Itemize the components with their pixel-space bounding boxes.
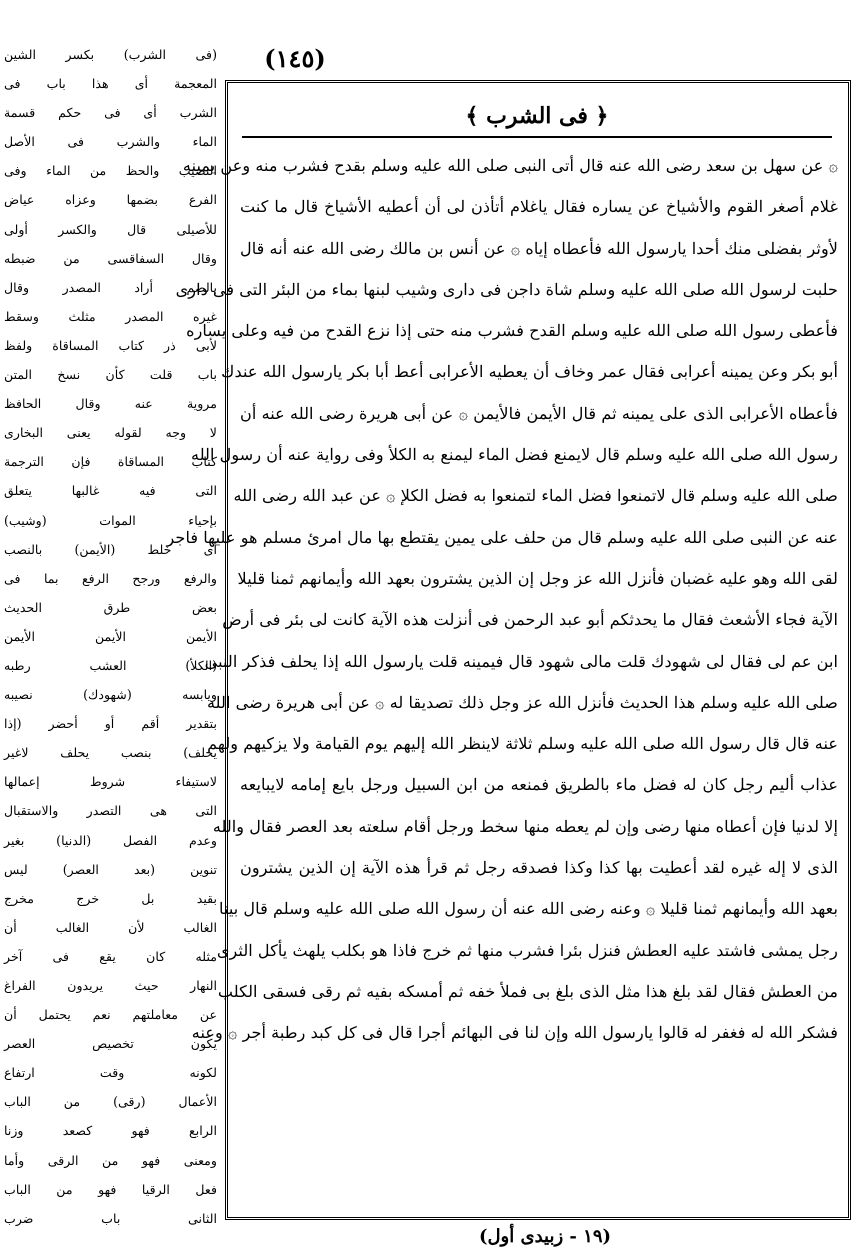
- margin-note-line: ويابسه (شهودك) نصيبه: [4, 687, 217, 703]
- margin-note-line: (فى الشرب) بكسر الشين: [4, 47, 217, 62]
- margin-note-line: وعدم الفصل (الدنيا) بغير: [4, 832, 217, 848]
- margin-note-line: الماء والشرب فى الأصل: [4, 134, 217, 150]
- main-text-line: الذى لا إله غيره لقد أعطيت بها كذا وكذا فصدقه رجل ثم قرأ هذه الآية إن الذين يشترون: [240, 858, 838, 878]
- main-text-line: إلا لدنيا فإن أعطاه منها رضى وإن لم يعطه منها سخط ورجل أقام سلعته بعد العصر فقال والله: [212, 816, 838, 836]
- main-text-line: فأعطى رسول الله صلى الله عليه وسلم القدح فشرب منه حتى إذا نزع القدح من فيه وعلى يساره: [186, 321, 838, 341]
- main-text-line: الآية فجاء الأشعث فقال ما يحدثكم أبو عبد الرحمن فى أنزلت هذه الآية كانت لى بئر فى أرض: [222, 610, 838, 630]
- main-text-line: من العطش فقال لقد بلغ هذا مثل الذى بلغ بى فملأ خفه ثم أمسكه بفيه ثم رقى فسقى الكلب: [217, 981, 838, 1001]
- main-text-line: صلى الله عليه وسلم قال لاتمنعوا فضل الماء لتمنعوا به فضل الكلإ ۞ عن عبد الله رضى الله: [233, 486, 838, 506]
- margin-note-line: لأبى ذر كتاب المساقاة ولفظ: [4, 337, 217, 353]
- margin-note-line: الفرع بضمها وعزاه عياض: [4, 192, 217, 208]
- margin-note-line: لا وجه لقوله يعنى البخارى: [4, 425, 217, 441]
- margin-note-line: الثانى باب ضرب: [4, 1210, 217, 1226]
- margin-note-line: مروية عنه وقال الحافظ: [4, 396, 217, 412]
- main-text-body: [166, 145, 838, 1210]
- margin-note-line: والرفع ورجح الرفع بما فى: [4, 570, 217, 586]
- margin-note-line: عن معاملتهم نعم يحتمل أن: [4, 1007, 217, 1023]
- main-text-line: عنه عن النبى صلى الله عليه وسلم قال من حلف على يمين يقتطع بها مال امرئ مسلم هو عليها فاجر: [166, 527, 838, 547]
- margin-note-line: الأعمال (رقى) من الباب: [4, 1094, 217, 1110]
- margin-note-line: بالضم أراد المصدر وقال: [4, 279, 217, 295]
- margin-note-line: أى خلط (الأيمن) بالنصب: [4, 541, 217, 557]
- footer-signature: (١٩ - زبيدى أول): [478, 1226, 612, 1247]
- main-text-line: عنه قال قال رسول الله صلى الله عليه وسلم ثلاثة لاينظر الله إليهم يوم القيامة ولا يزكيهم ولهم: [207, 734, 838, 754]
- margin-note-line: التى فيه غالبها يتعلق: [4, 483, 217, 499]
- page-number: (١٤٥): [264, 44, 326, 73]
- margin-note-line: لكونه وقت ارتفاع: [4, 1065, 217, 1081]
- margin-note-line: باب قلت كأن نسخ المتن: [4, 367, 217, 383]
- margin-note-line: فعل الرقيا فهو من الباب: [4, 1181, 217, 1197]
- margin-note-line: المعجمة أى هذا باب فى: [4, 76, 217, 92]
- main-text-line: رجل يمشى فاشتد عليه العطش فنزل بئرا فشرب منها ثم خرج فاذا هو بكلب يلهث يأكل الثرى: [216, 940, 838, 960]
- main-text-line: رسول الله صلى الله عليه وسلم قال لايمنع فضل الماء ليمنع به الكلأ وفى رواية عنه أن رسول الله: [191, 445, 838, 465]
- margin-note-line: الشرب أى فى حكم قسمة: [4, 105, 217, 121]
- margin-note-line: بعض طرق الحديث: [4, 599, 217, 615]
- margin-note-line: الغالب لأن الغالب أن: [4, 919, 217, 935]
- margin-note-line: بتقدير أقم أو أحضر (إذا: [4, 716, 217, 732]
- margin-note-line: النهار حيث يريدون الفراغ: [4, 978, 217, 993]
- margin-note-line: بقيد بل خرج مخرج: [4, 890, 217, 906]
- margin-note-line: التى هى التصدر والاستقبال: [4, 803, 217, 819]
- margin-note-line: لاستيفاء شروط إعمالها: [4, 774, 217, 790]
- margin-note-line: كتاب المساقاة فإن الترجمة: [4, 454, 217, 470]
- margin-note-line: تنوين (بعد العصر) ليس: [4, 861, 217, 877]
- margin-note-line: يحلف) بنصب يحلف لاغير: [4, 745, 217, 761]
- margin-note-line: بإحياء الموات (وشيب): [4, 512, 217, 528]
- main-text-line: حلبت لرسول الله صلى الله عليه وسلم شاة داجن فى دارى وشيب لبنها بماء من البئر التى فى دارى: [175, 279, 838, 299]
- margin-note-line: الرابع فهو كصعد وزنا: [4, 1123, 217, 1139]
- main-text-line: عذاب أليم رجل كان له فضل ماء بالطريق فمنعه من ابن السبيل ورجل بايع إمامه لايبايعه: [240, 775, 838, 795]
- margin-commentary: [4, 40, 217, 1255]
- main-text-line: فشكر الله له فغفر له قالوا يارسول الله وإن لنا فى البهائم أجرا قال فى كل كبد رطبة أجر ۞ وعنه: [191, 1023, 838, 1043]
- main-text-line: أبو بكر وعن يمينه أعرابى فقال عمر وخاف أن يعطيه الأعرابى أعط أبا بكر يارسول الله عندك: [221, 362, 838, 382]
- margin-note-line: مثله كان يقع فى آخر: [4, 948, 217, 964]
- main-text-line: فأعطاه الأعرابى الذى على يمينه ثم قال الأيمن فالأيمن ۞ عن أبى هريرة رضى الله عنه أن: [240, 403, 838, 423]
- margin-note-line: الأيمن الأيمن الأيمن: [4, 628, 217, 644]
- main-text-line: لقى الله وهو عليه غضبان فأنزل الله عز وجل إن الذين يشترون بعهد الله وأيمانهم ثمنا قليلا: [237, 568, 838, 588]
- main-text-line: صلى الله عليه وسلم هذا الحديث فأنزل الله عز وجل ذلك تصديقا له ۞ عن أبى هريرة رضى الله: [206, 692, 838, 712]
- margin-note-line: (الكلأ) العشب رطبه: [4, 657, 217, 673]
- main-text-line: بعهد الله وأيمانهم ثمنا قليلا ۞ وعنه رضى الله عنه أن رسول الله صلى الله عليه وسلم قال بينا: [219, 899, 838, 919]
- section-title: ﴿ فى الشرب ﴾: [242, 98, 832, 138]
- margin-note-line: وقال السفاقسى من ضبطه: [4, 250, 217, 266]
- main-text-line: لأوثر بفضلى منك أحدا يارسول الله فأعطاه إياه ۞ عن أنس بن مالك رضى الله عنه أنه قال: [239, 238, 838, 258]
- margin-note-line: يكون تخصيص العصر: [4, 1036, 217, 1052]
- main-text-line: ۞ عن سهل بن سعد رضى الله عنه قال أتى النبى صلى الله عليه وسلم بقدح فشرب منه وعن يمينه: [182, 156, 838, 175]
- margin-note-line: للأصيلى قال والكسر أولى: [4, 221, 217, 237]
- main-text-line: غلام أصغر القوم والأشياخ عن يساره فقال ياغلام أتأذن لى أن أعطيه الأشياخ قال ما كنت: [240, 197, 838, 217]
- margin-note-line: ومعنى فهو من الرقى وأما: [4, 1152, 217, 1168]
- margin-note-line: النصيب والحظ من الماء وفى: [4, 163, 217, 179]
- main-text-line: ابن عم لى فقال لى شهودك قلت مالى شهود قال فيمينه قلت يارسول الله إذا يحلف فذكر النبى: [204, 651, 838, 671]
- margin-note-line: غيره المصدر مثلث وسقط: [4, 308, 217, 324]
